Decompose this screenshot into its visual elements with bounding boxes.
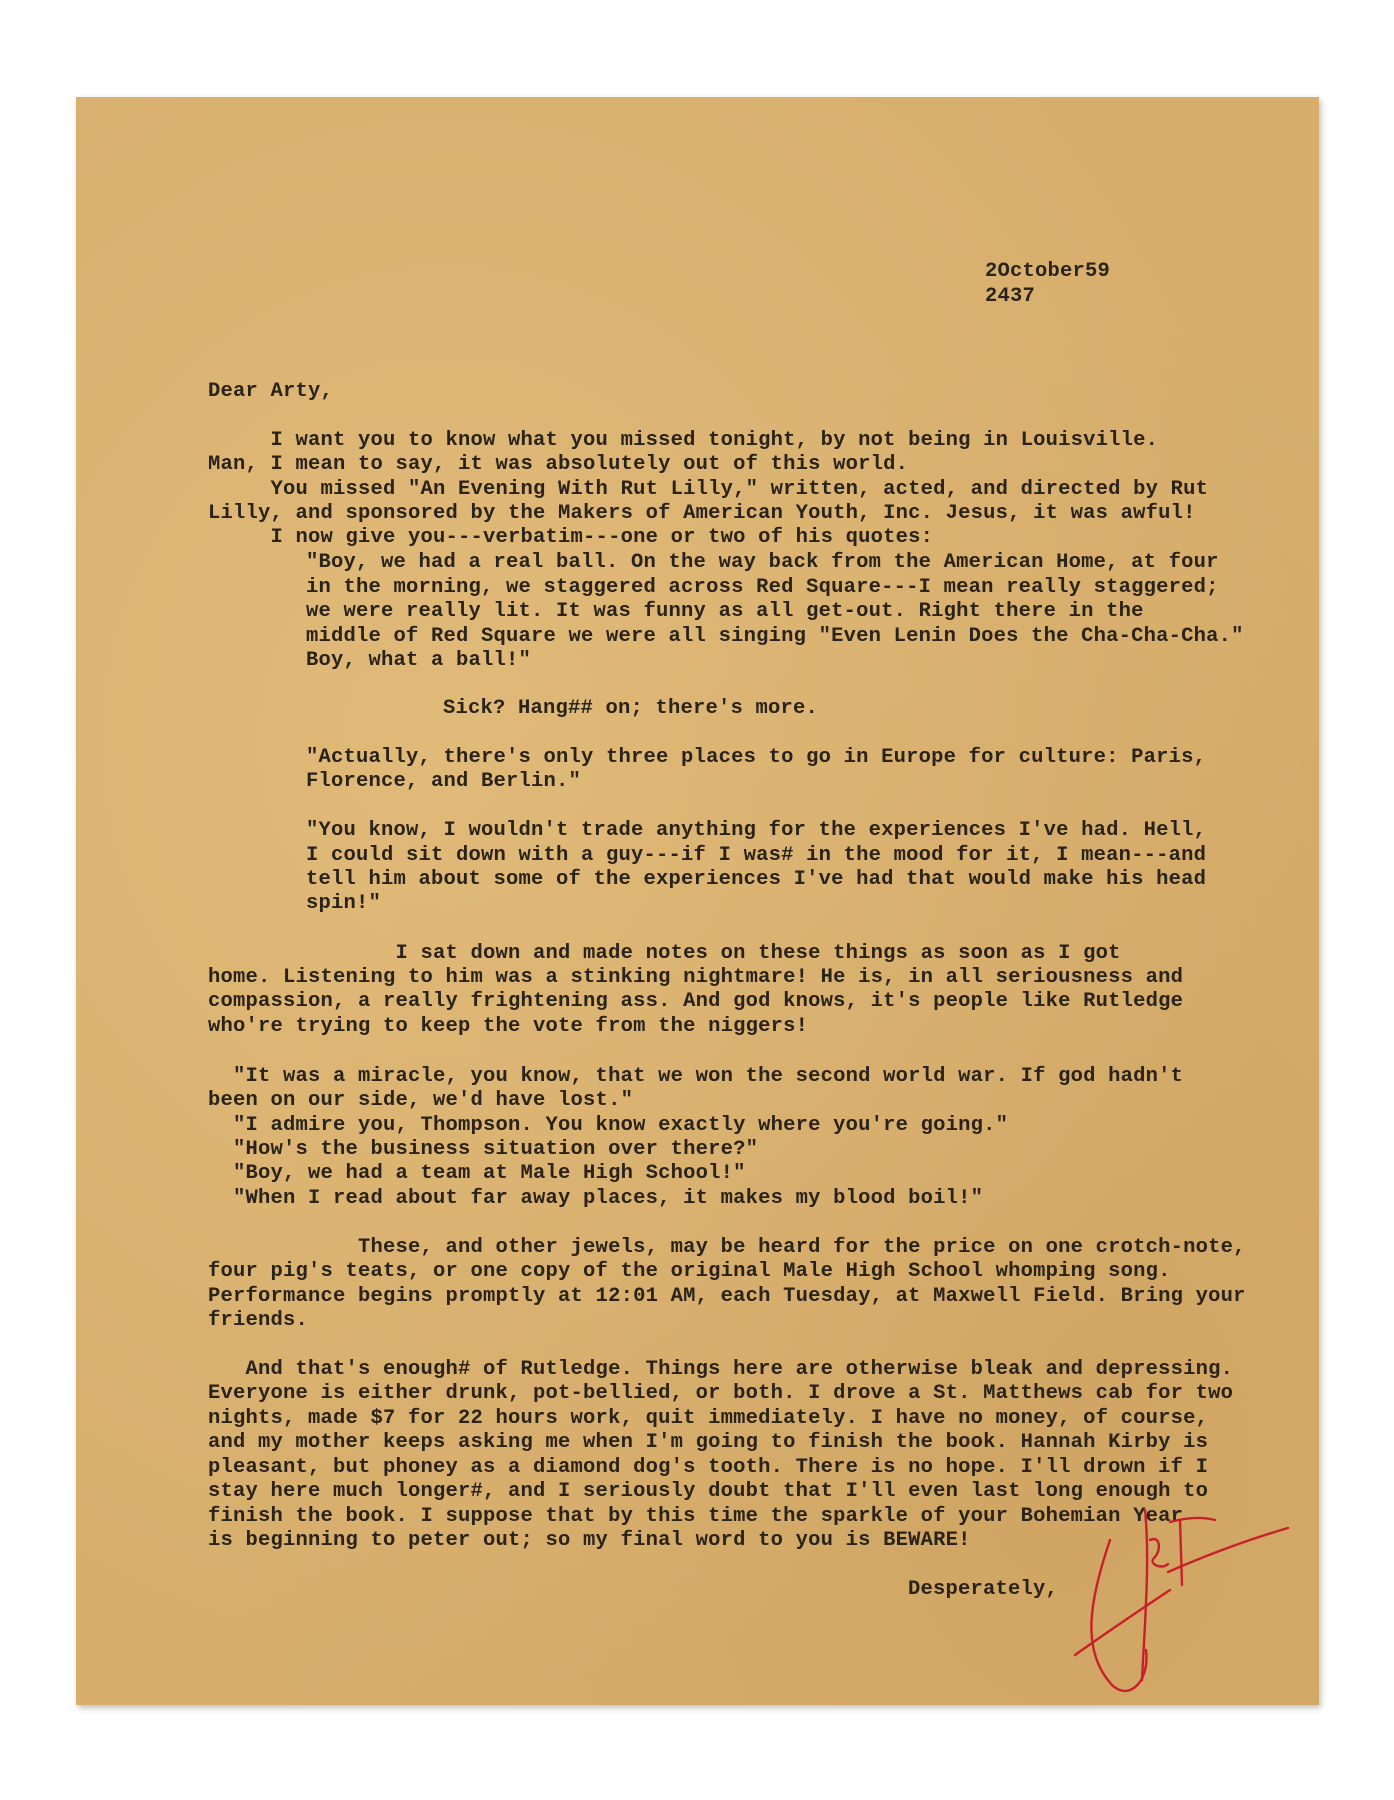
paragraph-line: finish the book. I suppose that by this time the sparkle of your Bohemian Year — [208, 1505, 1184, 1528]
quote-line: "Actually, there's only three places to go in Europe for culture: Paris, — [306, 746, 1207, 769]
paragraph-line: and my mother keeps asking me when I'm going to finish the book. Hannah Kirby is — [208, 1431, 1209, 1454]
paragraph-line: And that's enough# of Rutledge. Things here are otherwise bleak and depressing. — [208, 1358, 1234, 1381]
quote-line: "Boy, we had a real ball. On the way back from the American Home, at four — [306, 551, 1219, 574]
paragraph-line: pleasant, but phoney as a diamond dog's tooth. There is no hope. I'll drown if I — [208, 1456, 1209, 1479]
paragraph-line: Everyone is either drunk, pot-bellied, or both. I drove a St. Matthews cab for two — [208, 1382, 1234, 1405]
paragraph-line: I want you to know what you missed tonight, by not being in Louisville. — [208, 429, 1159, 452]
signature — [1050, 1480, 1290, 1710]
paragraph-line: These, and other jewels, may be heard for the price on one crotch-note, — [208, 1236, 1246, 1259]
quote-line: "Boy, we had a team at Male High School!" — [208, 1162, 746, 1185]
reference-number: 2437 — [985, 285, 1036, 308]
paragraph-line: who're trying to keep the vote from the niggers! — [208, 1015, 809, 1038]
quote-line: we were really lit. It was funny as all get-out. Right there in the — [306, 600, 1144, 623]
quote-line: tell him about some of the experiences I've had that would make his head — [306, 868, 1207, 891]
quote-line: "How's the business situation over there?" — [208, 1138, 759, 1161]
paragraph-line: four pig's teats, or one copy of the original Male High School whomping song. — [208, 1260, 1171, 1283]
paragraph-line: friends. — [208, 1309, 309, 1332]
quote-line: "When I read about far away places, it makes my blood boil!" — [208, 1187, 984, 1210]
quote-line: I could sit down with a guy---if I was# in the mood for it, I mean---and — [306, 844, 1207, 867]
paragraph-line: I sat down and made notes on these things as soon as I got — [208, 942, 1121, 965]
paragraph-line: Man, I mean to say, it was absolutely out of this world. — [208, 453, 909, 476]
paragraph-line: You missed "An Evening With Rut Lilly," written, acted, and directed by Rut — [208, 478, 1209, 501]
closing: Desperately, — [908, 1578, 1059, 1601]
salutation: Dear Arty, — [208, 380, 334, 403]
aside-line: Sick? Hang## on; there's more. — [443, 697, 819, 720]
quote-line: Florence, and Berlin." — [306, 770, 582, 793]
quote-line: Boy, what a ball!" — [306, 649, 532, 672]
paragraph-line: is beginning to peter out; so my final word to you is BEWARE! — [208, 1529, 971, 1552]
quote-line: "It was a miracle, you know, that we won the second world war. If god hadn't — [208, 1065, 1184, 1088]
paragraph-line: Performance begins promptly at 12:01 AM, each Tuesday, at Maxwell Field. Bring your — [208, 1285, 1246, 1308]
paragraph-line: compassion, a really frightening ass. And god knows, it's people like Rutledge — [208, 990, 1184, 1013]
quote-line: "You know, I wouldn't trade anything for the experiences I've had. Hell, — [306, 819, 1207, 842]
paragraph-line: nights, made $7 for 22 hours work, quit immediately. I have no money, of course, — [208, 1407, 1209, 1430]
paragraph-line: Lilly, and sponsored by the Makers of American Youth, Inc. Jesus, it was awful! — [208, 502, 1196, 525]
paragraph-line: stay here much longer#, and I seriously doubt that I'll even last long enough to — [208, 1480, 1209, 1503]
quote-line: middle of Red Square we were all singing "Even Lenin Does the Cha-Cha-Cha." — [306, 625, 1244, 648]
quote-line: spin!" — [306, 892, 382, 915]
quote-line: "I admire you, Thompson. You know exactly where you're going." — [208, 1114, 1009, 1137]
paragraph-line: I now give you---verbatim---one or two of his quotes: — [208, 526, 934, 549]
paragraph-line: home. Listening to him was a stinking nightmare! He is, in all seriousness and — [208, 966, 1184, 989]
date-line: 2October59 — [985, 260, 1111, 283]
quote-line: been on our side, we'd have lost." — [208, 1089, 634, 1112]
quote-line: in the morning, we staggered across Red Square---I mean really staggered; — [306, 576, 1219, 599]
